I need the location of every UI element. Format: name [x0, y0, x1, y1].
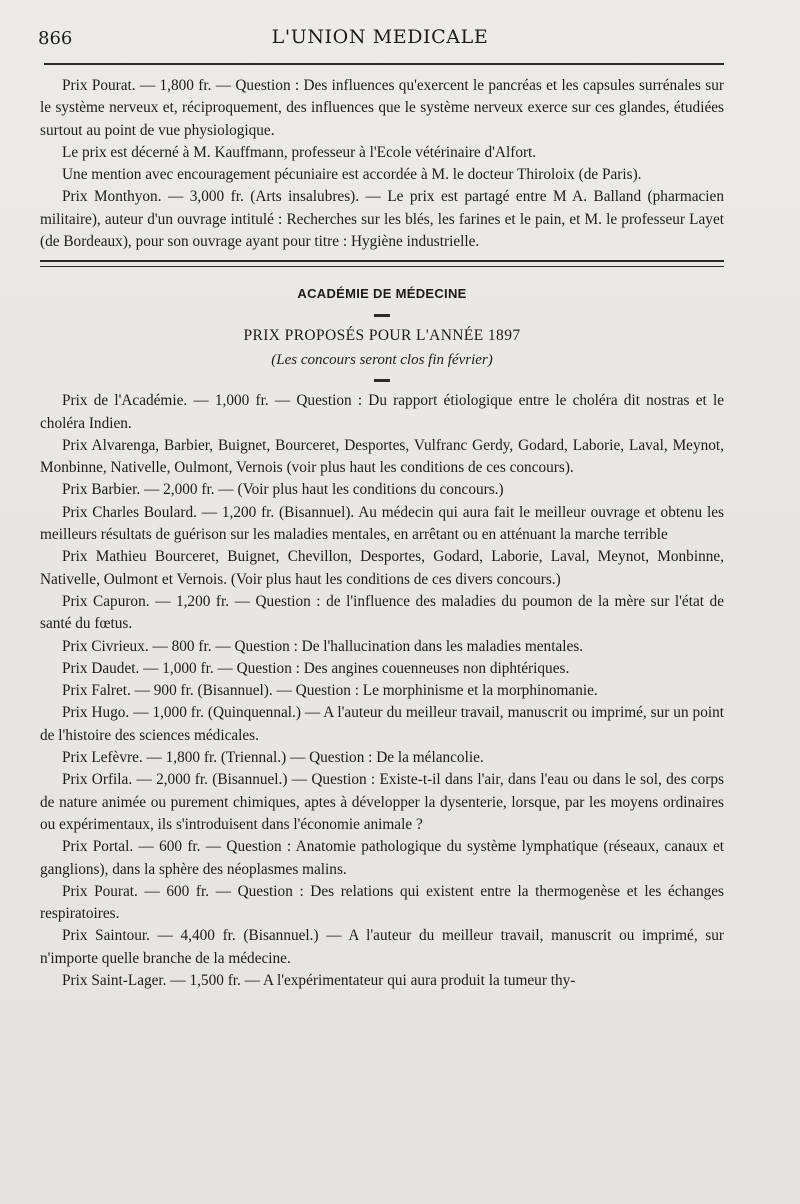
- prize-entry: Prix Mathieu Bourceret, Buignet, Chevillon, Desportes, Godard, Laborie, Laval, Meynot, Monbinne, Nativelle, Oulmont et Vernois. (Voir plus haut les conditions de ces divers concours.): [40, 548, 724, 588]
- prize-entry: Prix Orfila. — 2,000 fr. (Bisannuel.) — Question : Existe-t-il dans l'air, dans l'eau ou dans le sol, des corps de nature animée ou purement chimiques, aptes à développer la dysenterie, lorsque, par les moyens ordinaires ou expérimentaux, ils s'introduisent dans l'économie animale ?: [40, 771, 724, 833]
- running-header: [38, 26, 722, 52]
- prize-entry: Prix Pourat. — 600 fr. — Question : Des relations qui existent entre la thermogenèse et les échanges respiratoires.: [40, 882, 724, 923]
- paragraph: Le prix est décerné à M. Kauffmann, professeur à l'Ecole vétérinaire d'Alfort.: [62, 143, 537, 161]
- section-separator: [40, 260, 724, 267]
- paragraph: Une mention avec encouragement pécuniaire est accordée à M. le docteur Thiroloix (de Paris).: [62, 166, 642, 184]
- running-title: L'UNION MEDICALE: [271, 26, 489, 48]
- title-dash: [374, 314, 390, 317]
- section-title: ACADÉMIE DE MÉDECINE: [297, 286, 467, 302]
- prize-entry: Prix Barbier. — 2,000 fr. — (Voir plus haut les conditions du concours.): [62, 481, 504, 499]
- page-number: 866: [38, 28, 73, 49]
- article-body: [40, 75, 724, 992]
- prize-entry: Prix Saint-Lager. — 1,500 fr. — A l'expérimentateur qui aura produit la tumeur thy-: [62, 971, 576, 989]
- prize-entry: Prix Capuron. — 1,200 fr. — Question : de l'influence des maladies du poumon de la mère sur l'état de santé du fœtus.: [40, 592, 724, 633]
- prize-entry: Prix Charles Boulard. — 1,200 fr. (Bisannuel). Au médecin qui aura fait le meilleur ouvrage et obtenu les meilleurs résultats de guérison sur les maladies mentales, en arrêtant ou en atténuant la marche terrible: [40, 503, 724, 544]
- prize-entry: Prix Alvarenga, Barbier, Buignet, Bourceret, Desportes, Vulfranc Gerdy, Godard, Laborie, Laval, Meynot, Monbinne, Nativelle, Oulmont, Vernois (voir plus haut les conditions de ces concours).: [40, 436, 724, 477]
- prize-entry: Prix Falret. — 900 fr. (Bisannuel). — Question : Le morphinisme et la morphinomanie.: [62, 682, 598, 700]
- prize-entry: Prix Lefèvre. — 1,800 fr. (Triennal.) — Question : De la mélancolie.: [62, 749, 484, 767]
- section-subheading: (Les concours seront clos fin février): [271, 351, 493, 368]
- prize-entry: Prix Daudet. — 1,000 fr. — Question : Des angines couenneuses non diphtériques.: [62, 659, 570, 677]
- prize-entry: Prix Saintour. — 4,400 fr. (Bisannuel.) — A l'auteur du meilleur travail, manuscrit ou imprimé, sur n'importe quelle branche de la médecine.: [40, 927, 724, 967]
- header-rule: [44, 63, 724, 65]
- section-heading: PRIX PROPOSÉS POUR L'ANNÉE 1897: [243, 326, 521, 344]
- paragraph: Prix Monthyon. — 3,000 fr. (Arts insalubres). — Le prix est partagé entre M A. Balland (pharmacien militaire), auteur d'un ouvrage intitulé : Recherches sur les blés, les farines et le pain, et M. le professeur Layet (de Bordeaux), pour son ouvrage ayant pour titre : Hygiène industrielle.: [40, 188, 724, 251]
- prize-entry: Prix Hugo. — 1,000 fr. (Quinquennal.) — A l'auteur du meilleur travail, manuscrit ou imprimé, sur un point de l'histoire des sciences médicales.: [40, 704, 724, 744]
- prize-entry: Prix Portal. — 600 fr. — Question : Anatomie pathologique du système lymphatique (réseaux, canaux et ganglions), dans la sphère des néoplasmes malins.: [40, 838, 724, 878]
- prize-entry: Prix Civrieux. — 800 fr. — Question : De l'hallucination dans les maladies mentales.: [62, 637, 584, 655]
- paragraph: Prix Pourat. — 1,800 fr. — Question : Des influences qu'exercent le pancréas et les capsules surrénales sur le système nerveux et, réciproquement, des influences que le système nerveux exerce sur ces glandes, étudiées surtout au point de vue physiologique.: [40, 77, 724, 139]
- subtitle-dash: [374, 379, 390, 382]
- prize-entry: Prix de l'Académie. — 1,000 fr. — Question : Du rapport étiologique entre le choléra dit nostras et le choléra Indien.: [40, 392, 724, 432]
